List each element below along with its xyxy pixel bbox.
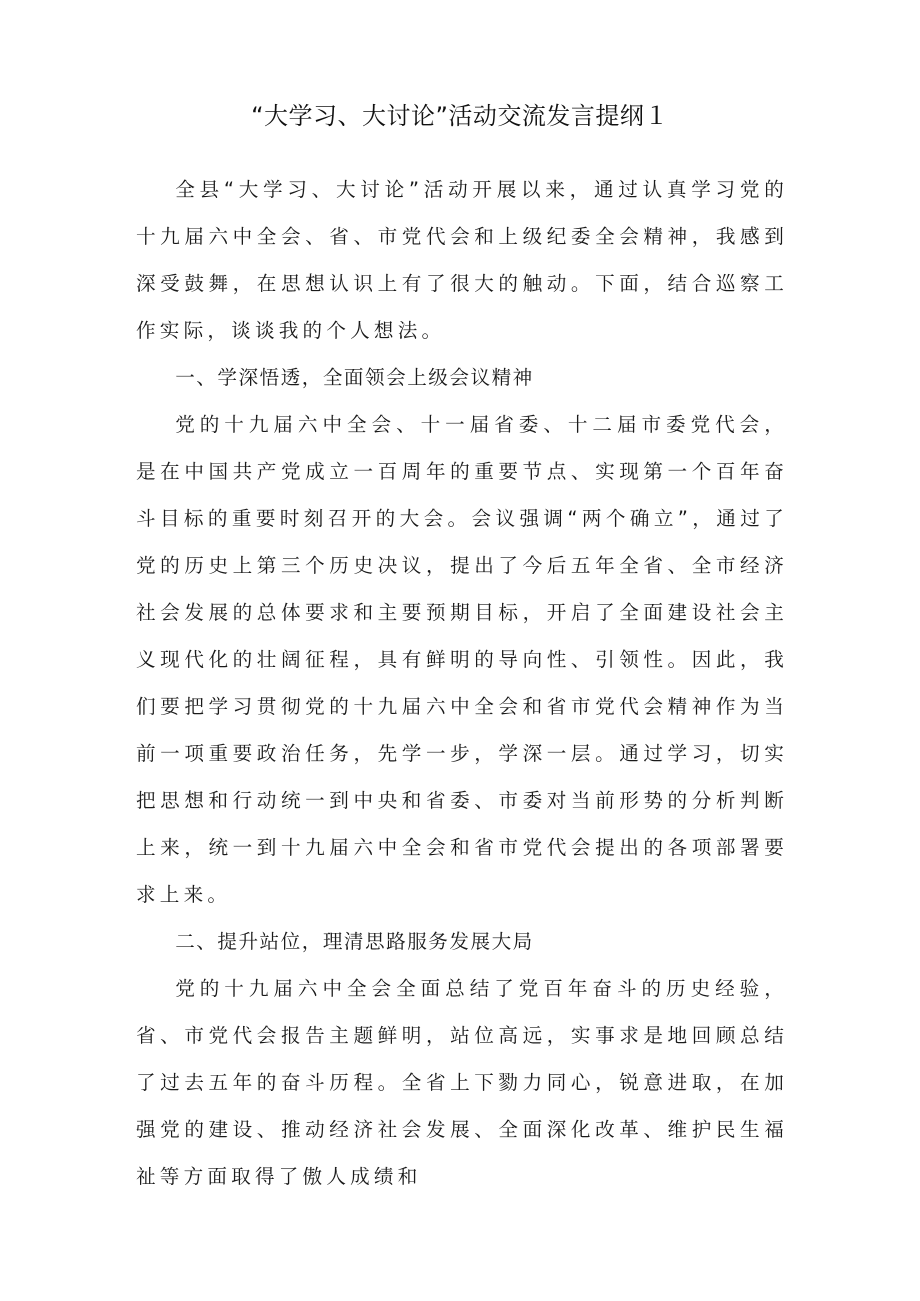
section-heading-2: 二、提升站位，理清思路服务发展大局: [175, 930, 534, 953]
section-heading-1: 一、学深悟透，全面领会上级会议精神: [175, 366, 534, 389]
section-2-paragraph: 党的十九届六中全会全面总结了党百年奋斗的历史经验，省、市党代会报告主题鲜明，站位高远，实事求是地回顾总结了过去五年的奋斗历程。全省上下勠力同心，锐意进取，在加强党的建设、推动经济社会发展、全面深化改革、维护民生福祉等方面取得了傲人成绩和: [136, 977, 788, 1188]
document-body: [136, 166, 788, 1200]
section-1-paragraph: 党的十九届六中全会、十一届省委、十二届市委党代会，是在中国共产党成立一百周年的重要节点、实现第一个百年奋斗目标的重要时刻召开的大会。会议强调“两个确立”，通过了党的历史上第三个历史决议，提出了今后五年全省、全市经济社会发展的总体要求和主要预期目标，开启了全面建设社会主义现代化的壮阔征程，具有鲜明的导向性、引领性。因此，我们要把学习贯彻党的十九届六中全会和省市党代会精神作为当前一项重要政治任务，先学一步，学深一层。通过学习，切实把思想和行动统一到中央和省委、市委对当前形势的分析判断上来，统一到十九届六中全会和省市党代会提出的各项部署要求上来。: [136, 413, 788, 906]
intro-paragraph: 全县“大学习、大讨论”活动开展以来，通过认真学习党的十九届六中全会、省、市党代会和上级纪委全会精神，我感到深受鼓舞，在思想认识上有了很大的触动。下面，结合巡察工作实际，谈谈我的个人想法。: [136, 178, 788, 342]
document-title: “大学习、大讨论”活动交流发言提纲１: [251, 102, 669, 130]
